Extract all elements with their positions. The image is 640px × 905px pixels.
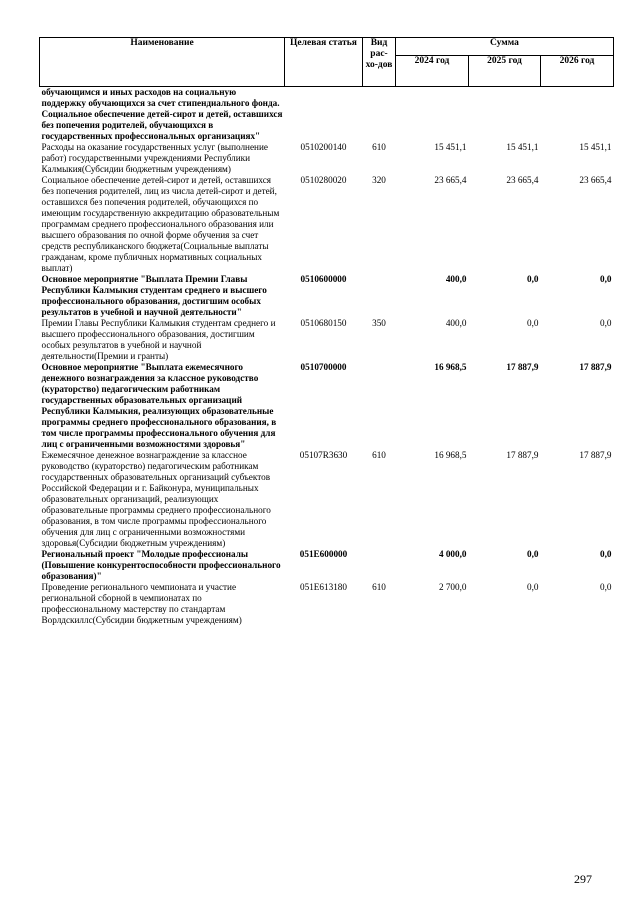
row-sum-2024: 400,0	[445, 274, 467, 284]
header-vid: Вид рас-хо-дов	[363, 38, 396, 87]
row-target-code: 0510600000	[300, 274, 347, 284]
row-expense-type	[363, 362, 396, 450]
row-sum-2026: 0,0	[600, 274, 612, 284]
row-sum-2024: 15 451,1	[434, 142, 467, 152]
table-body	[40, 87, 614, 627]
header-2026: 2026 год	[541, 56, 614, 87]
table-row	[40, 175, 614, 274]
row-name: Премии Главы Республики Калмыкия студентам среднего и высшего профессионального образования, достигшим особых результатов в учебной и научной деятельности(Премии и гранты)	[41, 318, 276, 361]
header-sum: Сумма	[396, 38, 614, 56]
row-expense-type	[363, 87, 396, 143]
row-name: Социальное обеспечение детей-сирот и детей, оставшихся без попечения родителей, лиц из числа детей-сирот и детей, оставшихся без попечения родителей, обучающихся по имеющим государственную аккредитацию образовательным программам среднего профессионального образования или высшего образования по очной форме обучения за счет средств республиканского бюджета(Социальные выплаты гражданам, кроме публичных нормативных социальных выплат)	[41, 175, 280, 273]
table-row	[40, 450, 614, 549]
row-target-code: 0510200140	[300, 142, 347, 152]
row-expense-type: 610	[372, 450, 386, 460]
row-sum-2026: 17 887,9	[579, 450, 612, 460]
table-row	[40, 362, 614, 450]
page-number: 297	[574, 872, 592, 886]
row-sum-2024: 16 968,5	[434, 450, 467, 460]
table-row	[40, 87, 614, 143]
header-2025: 2025 год	[469, 56, 541, 87]
table-header	[40, 38, 614, 87]
row-name: Основное мероприятие "Выплата ежемесячного денежного вознаграждения за классное руководство (кураторство) педагогическим работникам государственных образовательных организаций Республики Калмыкия, реализующих образовательные программы среднего профессионального образования, в том числе программы профессионального обучения для лиц с ограниченными возможностями здоровья"	[41, 362, 277, 449]
table-row	[40, 582, 614, 626]
row-target-code: 0510280020	[300, 175, 347, 185]
row-sum-2025	[469, 87, 541, 143]
row-sum-2024	[396, 87, 469, 143]
row-name: Расходы на оказание государственных услуг (выполнение работ) государственными учреждениями Республики Калмыкия(Субсидии бюджетным учреждениям)	[41, 142, 268, 174]
row-expense-type	[363, 274, 396, 318]
row-sum-2025: 17 887,9	[506, 450, 539, 460]
row-sum-2025: 15 451,1	[506, 142, 539, 152]
table-row	[40, 318, 614, 362]
row-sum-2025: 0,0	[527, 318, 539, 328]
header-target: Целевая статья	[285, 38, 363, 87]
row-target-code: 051E600000	[299, 549, 348, 559]
row-sum-2026: 0,0	[600, 318, 612, 328]
row-sum-2026: 0,0	[600, 549, 612, 559]
row-sum-2026: 17 887,9	[579, 362, 612, 372]
row-target-code: 05107R3630	[299, 450, 348, 460]
row-target-code: 0510680150	[300, 318, 347, 328]
row-name: Ежемесячное денежное вознаграждение за классное руководство (кураторство) педагогическим работникам государственных образовательных организаций субъектов Российской Федерации и г. Байконура, муниципальных образовательных организаций, реализующих образовательные программы среднего профессионального образования, в том числе программы профессионального обучения для лиц с ограниченными возможностями здоровья(Субсидии бюджетным учреждениям)	[41, 450, 271, 548]
row-expense-type: 350	[372, 318, 386, 328]
row-name: обучающимся и иных расходов на социальную поддержку обучающихся за счет стипендиального фонда. Социальное обеспечение детей-сирот и детей, оставшихся без попечения родителей, обучающихся в государственных профессиональных организациях"	[41, 87, 283, 141]
row-sum-2025: 0,0	[527, 549, 539, 559]
row-sum-2026: 15 451,1	[579, 142, 612, 152]
row-sum-2026: 0,0	[600, 582, 612, 592]
row-sum-2024: 16 968,5	[434, 362, 467, 372]
row-name: Основное мероприятие "Выплата Премии Главы Республики Калмыкия студентам среднего и высшего профессионального образования, достигшим особых результатов в учебной и научной деятельности"	[41, 274, 267, 317]
row-sum-2025: 17 887,9	[506, 362, 539, 372]
row-target-code: 0510700000	[300, 362, 347, 372]
header-2024: 2024 год	[396, 56, 469, 87]
budget-table	[39, 37, 614, 626]
table-row	[40, 549, 614, 582]
row-expense-type: 320	[372, 175, 386, 185]
row-sum-2024: 400,0	[445, 318, 467, 328]
row-target-code: 051E613180	[300, 582, 347, 592]
row-sum-2024: 4 000,0	[438, 549, 467, 559]
row-sum-2025: 23 665,4	[506, 175, 539, 185]
row-expense-type: 610	[372, 582, 386, 592]
row-expense-type: 610	[372, 142, 386, 152]
row-sum-2026: 23 665,4	[579, 175, 612, 185]
row-sum-2024: 2 700,0	[438, 582, 467, 592]
row-name: Региональный проект "Молодые профессионалы (Повышение конкурентоспособности профессионального образования)"	[41, 549, 281, 581]
row-sum-2026	[541, 87, 614, 143]
row-sum-2025: 0,0	[527, 582, 539, 592]
row-expense-type	[363, 549, 396, 582]
row-sum-2025: 0,0	[527, 274, 539, 284]
row-sum-2024: 23 665,4	[434, 175, 467, 185]
row-target-code	[285, 87, 363, 143]
row-name: Проведение регионального чемпионата и участие региональной сборной в чемпионатах по профессиональному мастерству по стандартам Ворлдскиллс(Субсидии бюджетным учреждениям)	[41, 582, 242, 625]
table-row	[40, 142, 614, 175]
table-row	[40, 274, 614, 318]
header-name: Наименование	[40, 38, 285, 87]
